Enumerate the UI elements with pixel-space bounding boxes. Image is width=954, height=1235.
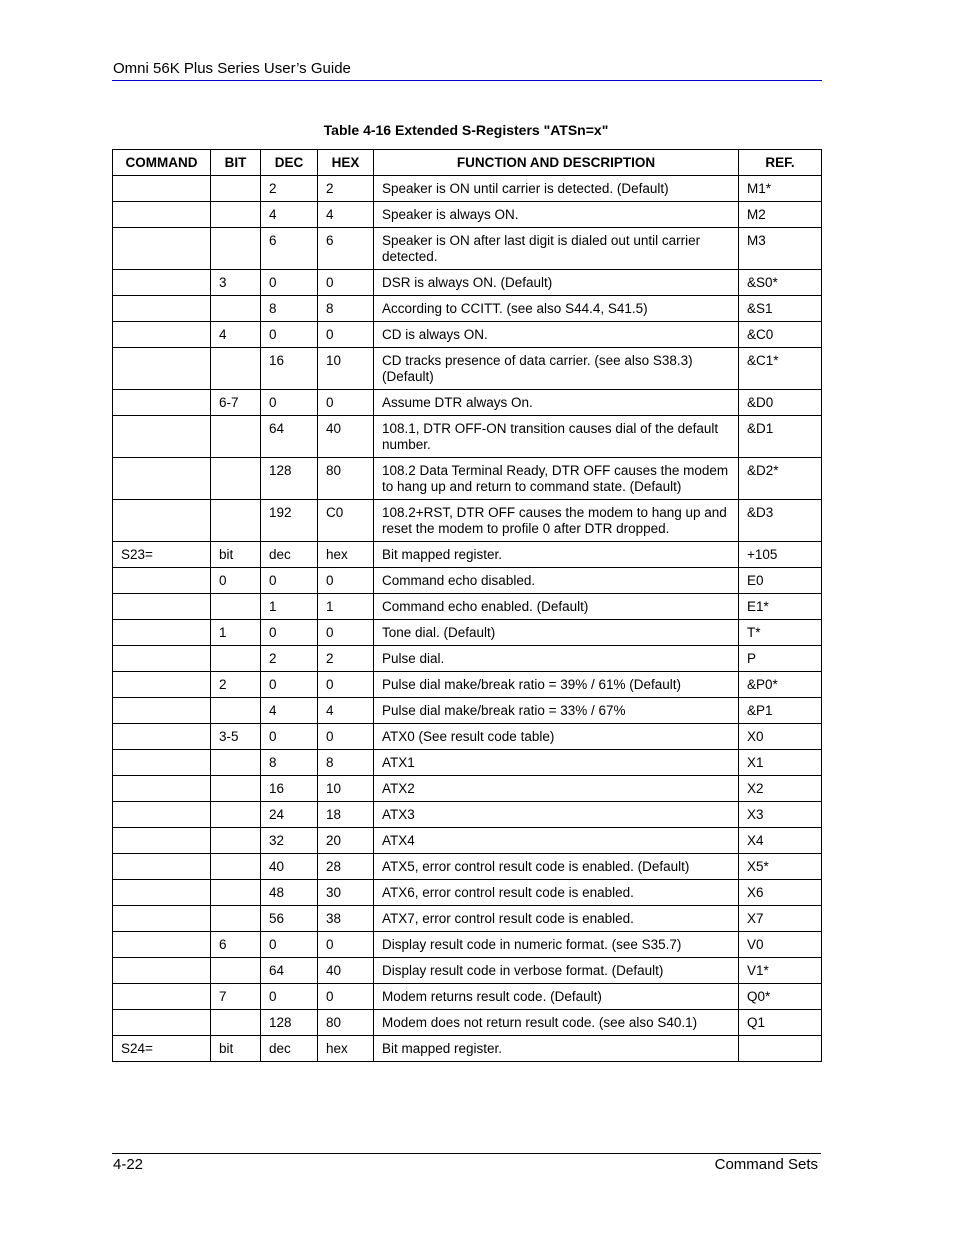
cell-command [113, 880, 211, 906]
cell-command [113, 802, 211, 828]
cell-bit [211, 594, 261, 620]
cell-bit: 1 [211, 620, 261, 646]
cell-description: DSR is always ON. (Default) [374, 270, 739, 296]
cell-bit [211, 176, 261, 202]
cell-dec: 0 [261, 724, 318, 750]
cell-ref: &P1 [739, 698, 822, 724]
s-registers-table [112, 149, 822, 1062]
cell-hex: 20 [318, 828, 374, 854]
cell-hex: 1 [318, 594, 374, 620]
cell-dec: 192 [261, 500, 318, 542]
table-row [113, 202, 822, 228]
cell-ref: V1* [739, 958, 822, 984]
cell-dec: 64 [261, 958, 318, 984]
cell-ref [739, 1036, 822, 1062]
cell-command [113, 958, 211, 984]
cell-description: Speaker is ON until carrier is detected. (Default) [374, 176, 739, 202]
cell-command [113, 698, 211, 724]
cell-hex: 0 [318, 672, 374, 698]
cell-dec: 40 [261, 854, 318, 880]
cell-bit: 2 [211, 672, 261, 698]
table-row [113, 854, 822, 880]
cell-description: Tone dial. (Default) [374, 620, 739, 646]
cell-hex: 18 [318, 802, 374, 828]
cell-ref: &D1 [739, 416, 822, 458]
cell-ref: T* [739, 620, 822, 646]
cell-dec: 0 [261, 984, 318, 1010]
cell-hex: 0 [318, 568, 374, 594]
cell-ref: Q0* [739, 984, 822, 1010]
cell-bit [211, 776, 261, 802]
cell-dec: 56 [261, 906, 318, 932]
cell-hex: 4 [318, 698, 374, 724]
cell-bit: bit [211, 1036, 261, 1062]
table-row [113, 932, 822, 958]
cell-ref: &D0 [739, 390, 822, 416]
cell-bit [211, 296, 261, 322]
cell-ref: &C1* [739, 348, 822, 390]
table-row [113, 296, 822, 322]
cell-command [113, 390, 211, 416]
cell-dec: 0 [261, 620, 318, 646]
cell-command [113, 750, 211, 776]
cell-hex: C0 [318, 500, 374, 542]
cell-description: ATX2 [374, 776, 739, 802]
cell-bit: 4 [211, 322, 261, 348]
cell-ref: P [739, 646, 822, 672]
cell-command [113, 828, 211, 854]
cell-bit [211, 750, 261, 776]
cell-hex: 2 [318, 176, 374, 202]
cell-description: ATX0 (See result code table) [374, 724, 739, 750]
cell-ref: M3 [739, 228, 822, 270]
cell-hex: 38 [318, 906, 374, 932]
cell-hex: hex [318, 1036, 374, 1062]
cell-command [113, 906, 211, 932]
cell-description: Pulse dial. [374, 646, 739, 672]
cell-ref: &D3 [739, 500, 822, 542]
header-divider [112, 80, 822, 81]
cell-bit [211, 646, 261, 672]
cell-bit [211, 906, 261, 932]
cell-dec: 128 [261, 1010, 318, 1036]
cell-dec: 48 [261, 880, 318, 906]
cell-command [113, 854, 211, 880]
cell-description: ATX3 [374, 802, 739, 828]
cell-dec: 64 [261, 416, 318, 458]
cell-ref: &S1 [739, 296, 822, 322]
cell-description: ATX1 [374, 750, 739, 776]
cell-hex: 6 [318, 228, 374, 270]
column-header-dec: DEC [261, 150, 318, 176]
cell-bit: 7 [211, 984, 261, 1010]
cell-bit [211, 854, 261, 880]
cell-description: Modem returns result code. (Default) [374, 984, 739, 1010]
cell-dec: 128 [261, 458, 318, 500]
table-caption: Table 4-16 Extended S-Registers "ATSn=x" [323, 122, 609, 138]
cell-description: ATX7, error control result code is enabled. [374, 906, 739, 932]
cell-dec: 1 [261, 594, 318, 620]
cell-ref: Q1 [739, 1010, 822, 1036]
column-header-function: FUNCTION AND DESCRIPTION [374, 150, 739, 176]
cell-ref: X3 [739, 802, 822, 828]
cell-hex: 0 [318, 932, 374, 958]
cell-dec: 4 [261, 202, 318, 228]
cell-bit [211, 802, 261, 828]
cell-hex: 0 [318, 270, 374, 296]
cell-dec: 0 [261, 270, 318, 296]
table-row [113, 984, 822, 1010]
cell-command [113, 348, 211, 390]
cell-bit [211, 348, 261, 390]
cell-ref: X4 [739, 828, 822, 854]
cell-description: ATX6, error control result code is enabled. [374, 880, 739, 906]
cell-command [113, 202, 211, 228]
cell-dec: 0 [261, 322, 318, 348]
cell-dec: 8 [261, 296, 318, 322]
cell-dec: 16 [261, 776, 318, 802]
column-header-command: COMMAND [113, 150, 211, 176]
table-row [113, 672, 822, 698]
cell-hex: 10 [318, 348, 374, 390]
cell-dec: 2 [261, 646, 318, 672]
cell-description: Display result code in numeric format. (see S35.7) [374, 932, 739, 958]
cell-command [113, 594, 211, 620]
cell-bit [211, 500, 261, 542]
cell-hex: 0 [318, 724, 374, 750]
column-header-hex: HEX [318, 150, 374, 176]
table-row [113, 458, 822, 500]
cell-command [113, 672, 211, 698]
cell-description: Command echo disabled. [374, 568, 739, 594]
cell-ref: M1* [739, 176, 822, 202]
table-row [113, 176, 822, 202]
cell-ref: X2 [739, 776, 822, 802]
cell-ref: +105 [739, 542, 822, 568]
cell-dec: 0 [261, 672, 318, 698]
table-header [113, 150, 822, 176]
table-row [113, 776, 822, 802]
cell-command [113, 646, 211, 672]
column-header-ref: REF. [739, 150, 822, 176]
cell-hex: 28 [318, 854, 374, 880]
cell-description: Modem does not return result code. (see also S40.1) [374, 1010, 739, 1036]
cell-command [113, 176, 211, 202]
cell-bit [211, 1010, 261, 1036]
cell-ref: X5* [739, 854, 822, 880]
cell-hex: 0 [318, 322, 374, 348]
header-row [113, 150, 822, 176]
table-row [113, 228, 822, 270]
cell-command [113, 984, 211, 1010]
cell-command: S23= [113, 542, 211, 568]
cell-hex: 80 [318, 1010, 374, 1036]
cell-description: 108.1, DTR OFF-ON transition causes dial of the default number. [374, 416, 739, 458]
cell-hex: 4 [318, 202, 374, 228]
table-row [113, 348, 822, 390]
cell-ref: &C0 [739, 322, 822, 348]
cell-hex: 40 [318, 416, 374, 458]
cell-command [113, 458, 211, 500]
cell-bit [211, 416, 261, 458]
cell-description: 108.2 Data Terminal Ready, DTR OFF causes the modem to hang up and return to command state. (Default) [374, 458, 739, 500]
cell-bit: 3-5 [211, 724, 261, 750]
cell-dec: 2 [261, 176, 318, 202]
table-body [113, 176, 822, 1062]
cell-command [113, 932, 211, 958]
table-row [113, 802, 822, 828]
cell-bit [211, 458, 261, 500]
table-row [113, 568, 822, 594]
table-row [113, 270, 822, 296]
cell-description: Speaker is ON after last digit is dialed out until carrier detected. [374, 228, 739, 270]
table-row [113, 880, 822, 906]
cell-hex: 80 [318, 458, 374, 500]
cell-ref: E1* [739, 594, 822, 620]
table-row [113, 390, 822, 416]
cell-ref: &D2* [739, 458, 822, 500]
cell-hex: 30 [318, 880, 374, 906]
cell-command [113, 296, 211, 322]
cell-bit: 3 [211, 270, 261, 296]
cell-description: Speaker is always ON. [374, 202, 739, 228]
cell-dec: 0 [261, 390, 318, 416]
cell-ref: &S0* [739, 270, 822, 296]
cell-hex: 2 [318, 646, 374, 672]
cell-description: Pulse dial make/break ratio = 39% / 61% (Default) [374, 672, 739, 698]
table-row [113, 958, 822, 984]
cell-ref: M2 [739, 202, 822, 228]
table-row [113, 1010, 822, 1036]
cell-description: Bit mapped register. [374, 1036, 739, 1062]
table-row [113, 750, 822, 776]
table-row [113, 620, 822, 646]
cell-bit: 0 [211, 568, 261, 594]
cell-dec: 8 [261, 750, 318, 776]
cell-dec: 32 [261, 828, 318, 854]
cell-bit [211, 202, 261, 228]
cell-ref: &P0* [739, 672, 822, 698]
cell-command [113, 568, 211, 594]
cell-bit: bit [211, 542, 261, 568]
table-row [113, 594, 822, 620]
cell-dec: 16 [261, 348, 318, 390]
running-header-title: Omni 56K Plus Series User’s Guide [113, 60, 351, 77]
cell-dec: 6 [261, 228, 318, 270]
cell-description: CD tracks presence of data carrier. (see also S38.3) (Default) [374, 348, 739, 390]
table-row [113, 322, 822, 348]
cell-description: According to CCITT. (see also S44.4, S41.5) [374, 296, 739, 322]
cell-hex: 0 [318, 390, 374, 416]
page-number: 4-22 [113, 1156, 144, 1173]
table-row [113, 542, 822, 568]
cell-description: Command echo enabled. (Default) [374, 594, 739, 620]
table-row [113, 724, 822, 750]
table-row [113, 906, 822, 932]
cell-hex: hex [318, 542, 374, 568]
table-row [113, 416, 822, 458]
table-row [113, 1036, 822, 1062]
cell-command [113, 620, 211, 646]
cell-ref: E0 [739, 568, 822, 594]
cell-bit [211, 880, 261, 906]
cell-hex: 8 [318, 296, 374, 322]
cell-dec: 0 [261, 568, 318, 594]
cell-command [113, 1010, 211, 1036]
cell-bit [211, 828, 261, 854]
cell-bit: 6 [211, 932, 261, 958]
footer-divider [112, 1153, 821, 1154]
cell-ref: V0 [739, 932, 822, 958]
cell-command [113, 228, 211, 270]
table-row [113, 698, 822, 724]
cell-command [113, 500, 211, 542]
cell-command [113, 270, 211, 296]
cell-dec: 0 [261, 932, 318, 958]
cell-description: ATX5, error control result code is enabled. (Default) [374, 854, 739, 880]
table-row [113, 500, 822, 542]
cell-bit [211, 698, 261, 724]
cell-description: Pulse dial make/break ratio = 33% / 67% [374, 698, 739, 724]
cell-command [113, 416, 211, 458]
cell-description: Assume DTR always On. [374, 390, 739, 416]
cell-hex: 0 [318, 620, 374, 646]
cell-command [113, 724, 211, 750]
cell-ref: X7 [739, 906, 822, 932]
cell-description: Bit mapped register. [374, 542, 739, 568]
cell-command [113, 322, 211, 348]
cell-description: Display result code in verbose format. (Default) [374, 958, 739, 984]
column-header-bit: BIT [211, 150, 261, 176]
cell-dec: dec [261, 542, 318, 568]
cell-ref: X1 [739, 750, 822, 776]
cell-dec: 24 [261, 802, 318, 828]
cell-hex: 40 [318, 958, 374, 984]
cell-description: CD is always ON. [374, 322, 739, 348]
cell-hex: 0 [318, 984, 374, 1010]
cell-ref: X0 [739, 724, 822, 750]
table-row [113, 828, 822, 854]
cell-command: S24= [113, 1036, 211, 1062]
cell-bit [211, 958, 261, 984]
cell-bit: 6-7 [211, 390, 261, 416]
cell-ref: X6 [739, 880, 822, 906]
cell-command [113, 776, 211, 802]
cell-description: ATX4 [374, 828, 739, 854]
cell-hex: 8 [318, 750, 374, 776]
table-row [113, 646, 822, 672]
cell-hex: 10 [318, 776, 374, 802]
cell-dec: dec [261, 1036, 318, 1062]
cell-dec: 4 [261, 698, 318, 724]
cell-description: 108.2+RST, DTR OFF causes the modem to hang up and reset the modem to profile 0 after DTR dropped. [374, 500, 739, 542]
cell-bit [211, 228, 261, 270]
section-name: Command Sets [714, 1156, 818, 1173]
